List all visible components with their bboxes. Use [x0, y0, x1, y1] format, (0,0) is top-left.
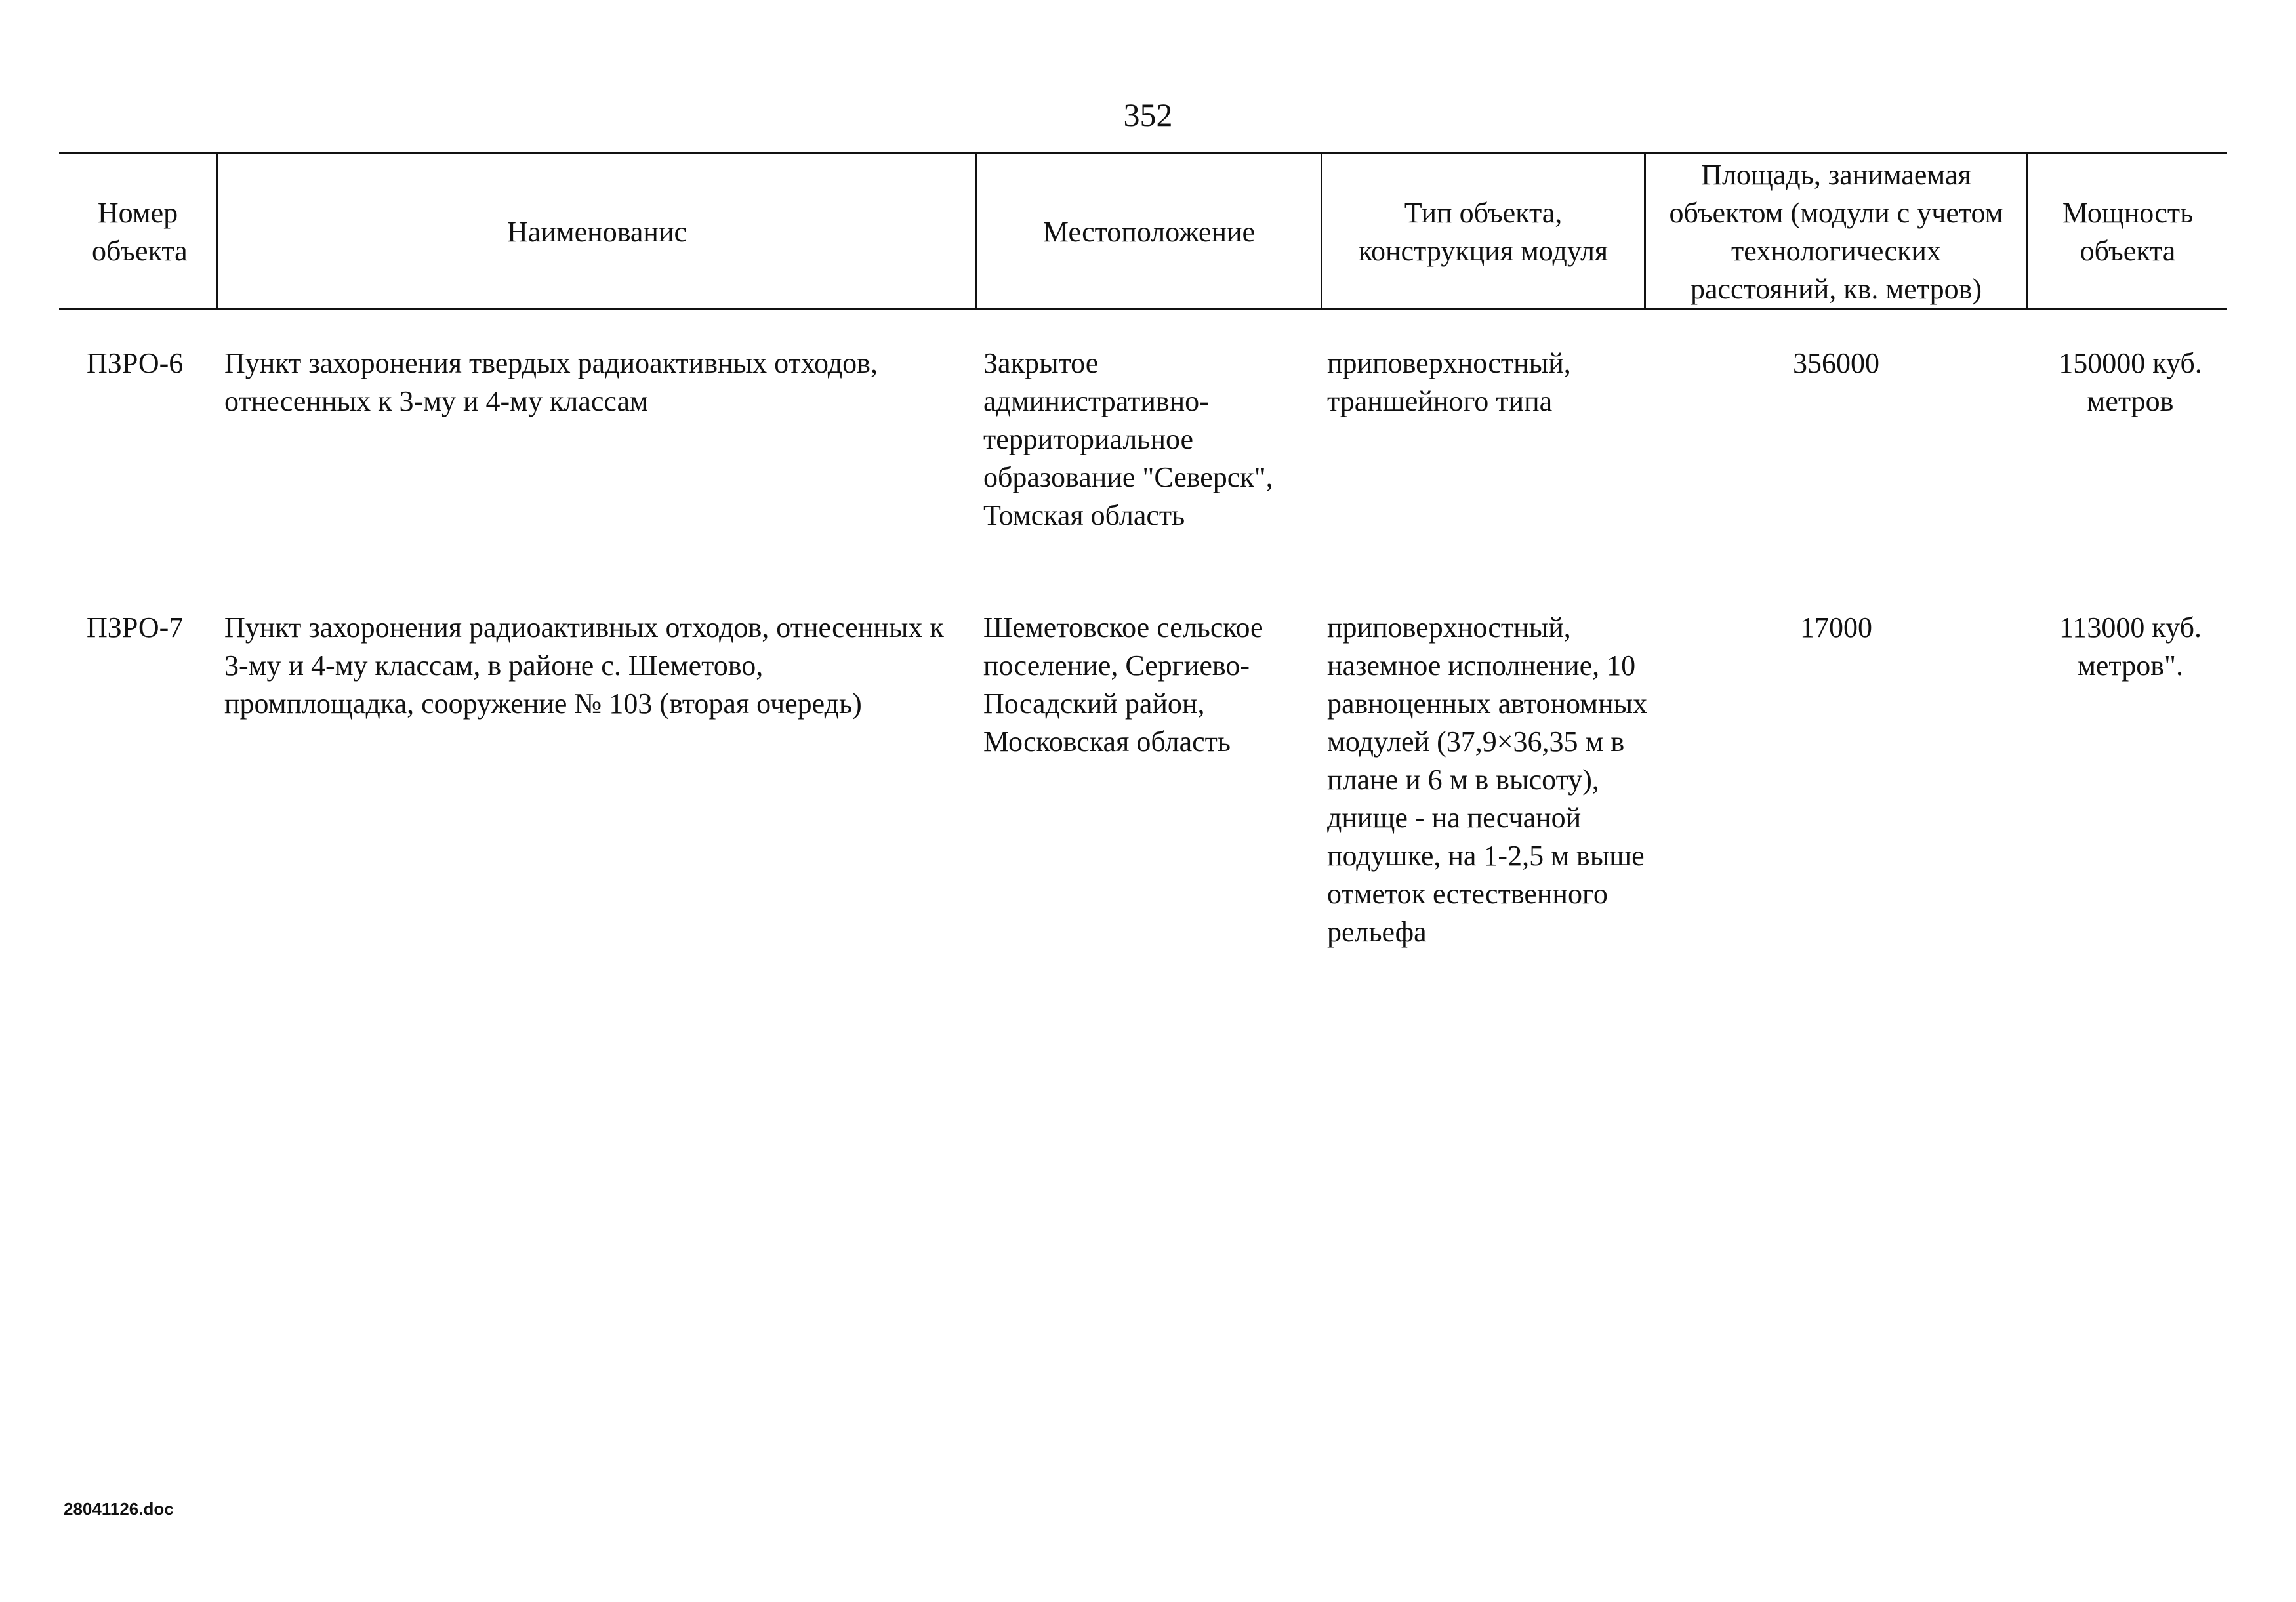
header-location: Местоположение: [1042, 216, 1256, 248]
row-capacity: 150000 куб. метров: [2059, 347, 2202, 417]
row-area: 356000: [1793, 347, 1879, 379]
row-location: Шеметовское сельское поселение, Сергиево-Посадский район, Московская область: [983, 611, 1263, 758]
header-number: Номер объекта: [92, 197, 188, 267]
row-area: 17000: [1800, 611, 1872, 644]
row-number: ПЗРО-6: [87, 347, 184, 379]
header-area: Площадь, занимаемая объектом (модули с учетом технологических расстояний, кв. метров): [1669, 159, 2003, 305]
table-header-rule: [59, 308, 2227, 310]
table-top-rule: [59, 152, 2227, 154]
header-capacity: Мощность объекта: [2062, 197, 2194, 267]
header-type: Тип объекта, конструкция модуля: [1358, 197, 1609, 267]
row-capacity: 113000 куб. метров".: [2059, 611, 2202, 682]
file-name-footer: 28041126.doc: [64, 1499, 174, 1519]
row-name: Пункт захоронения твердых радиоактивных отходов, отнесенных к 3-му и 4-му классам: [224, 347, 878, 417]
page-number: 352: [1123, 96, 1173, 133]
header-name: Наименованис: [506, 216, 687, 248]
row-number: ПЗРО-7: [87, 611, 184, 644]
row-name: Пункт захоронения радиоактивных отходов, отнесенных к 3-му и 4-му классам, в районе с. Шеметово, промплощадка, сооружение № 103 (вторая очередь): [224, 611, 944, 720]
row-type: приповерхностный, траншейного типа: [1327, 347, 1571, 417]
row-type: приповерхностный, наземное исполнение, 10 равноценных автономных модулей (37,9×36,35 м в плане и 6 м в высоту), днище - на песчаной подушке, на 1-2,5 м выше отметок естественного рельефа: [1327, 611, 1648, 948]
row-location: Закрытое административно-территориальное образование "Северск", Томская область: [983, 347, 1273, 531]
